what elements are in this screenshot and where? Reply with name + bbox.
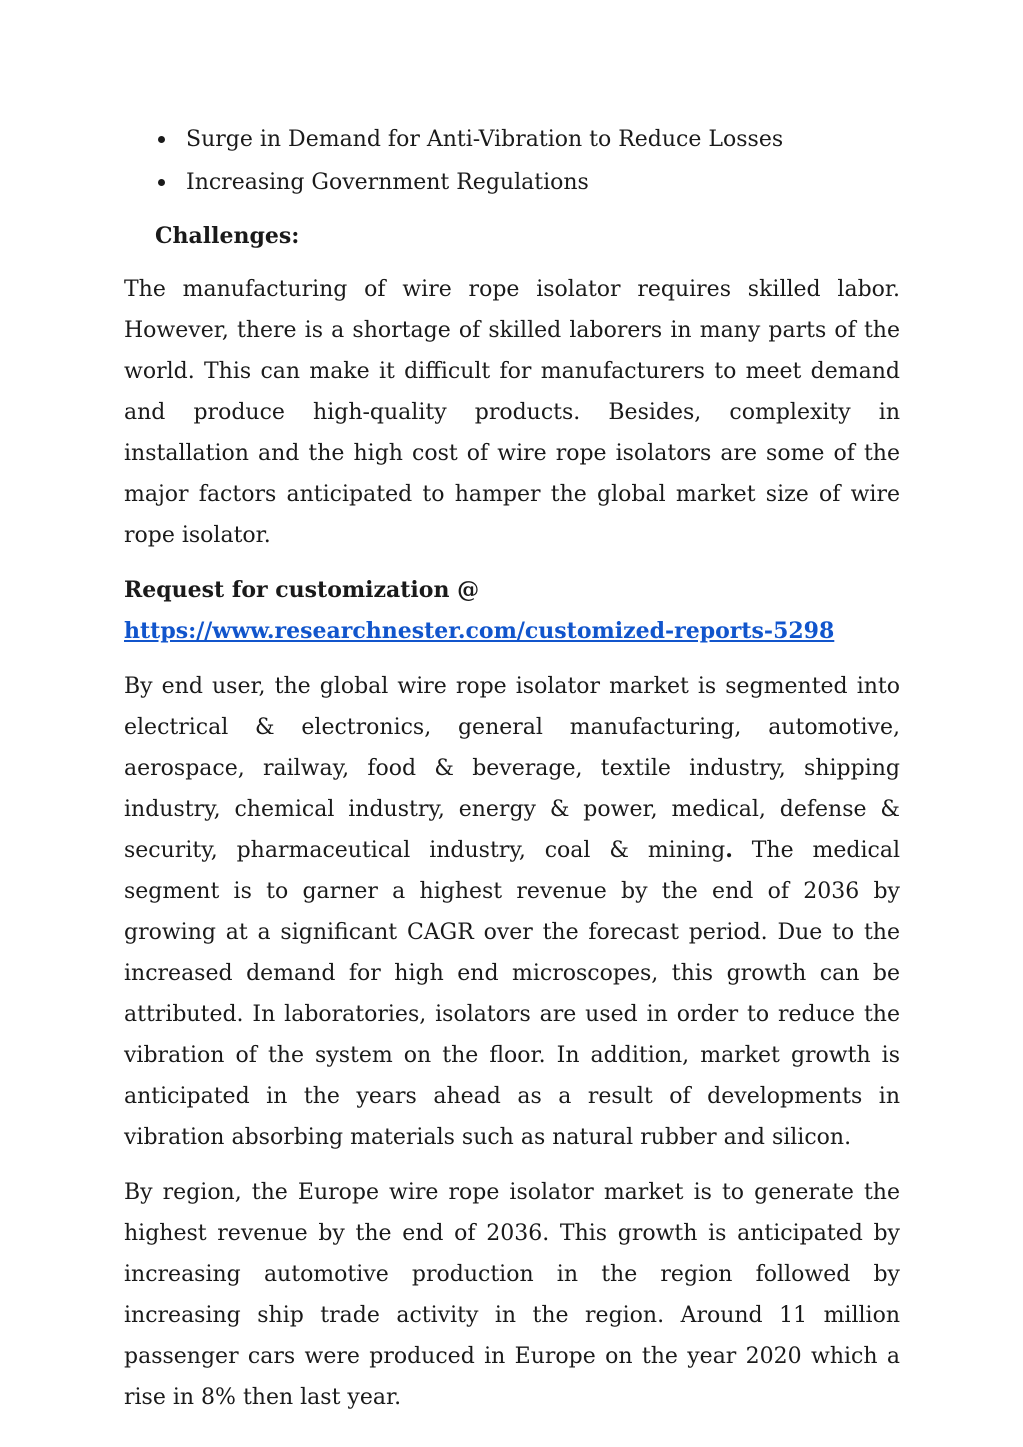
bullet-list (155, 118, 900, 204)
request-label: Request for customization @ (124, 577, 480, 603)
bullet-text: Surge in Demand for Anti-Vibration to Reduce Losses (186, 127, 784, 152)
end-user-text-part2: The medical segment is to garner a highest revenue by the end of 2036 by growing at a significant CAGR over the forecast period. Due to the increased demand for high end microscopes, this growth can be attributed. In laboratories, isolators are used in order to reduce the vibration of the system on the floor. In addition, market growth is anticipated in the years ahead as a result of developments in vibration absorbing materials such as natural rubber and silicon. (124, 838, 900, 1150)
bullet-text: Increasing Government Regulations (186, 170, 589, 195)
challenges-heading: Challenges: (155, 223, 300, 249)
challenges-paragraph: The manufacturing of wire rope isolator requires skilled labor. However, there is a shortage of skilled laborers in many parts of the world. This can make it difficult for manufacturers to meet demand and produce high-quality products. Besides, complexity in installation and the high cost of wire rope isolators are some of the major factors anticipated to hamper the global market size of wire rope isolator. (124, 277, 900, 548)
document-page (124, 118, 900, 1418)
end-user-paragraph (124, 666, 900, 1158)
bullet-icon (158, 179, 165, 186)
end-user-text-part1: By end user, the global wire rope isolator market is segmented into electrical & electronics, general manufacturing, automotive, aerospace, railway, food & beverage, textile industry, shipping industry, chemical industry, energy & power, medical, defense & security, pharmaceutical industry, coal & mining (124, 674, 900, 863)
list-item (155, 161, 900, 204)
list-item (155, 118, 900, 161)
bold-period: . (725, 837, 733, 863)
customization-request (124, 570, 900, 652)
region-paragraph: By region, the Europe wire rope isolator market is to generate the highest revenue by the end of 2036. This growth is anticipated by increasing automotive production in the region followed by increasing ship trade activity in the region. Around 11 million passenger cars were produced in Europe on the year 2020 which a rise in 8% then last year. (124, 1180, 900, 1410)
customization-link[interactable]: https://www.researchnester.com/customized-reports-5298 (124, 618, 835, 644)
bullet-icon (158, 136, 165, 143)
